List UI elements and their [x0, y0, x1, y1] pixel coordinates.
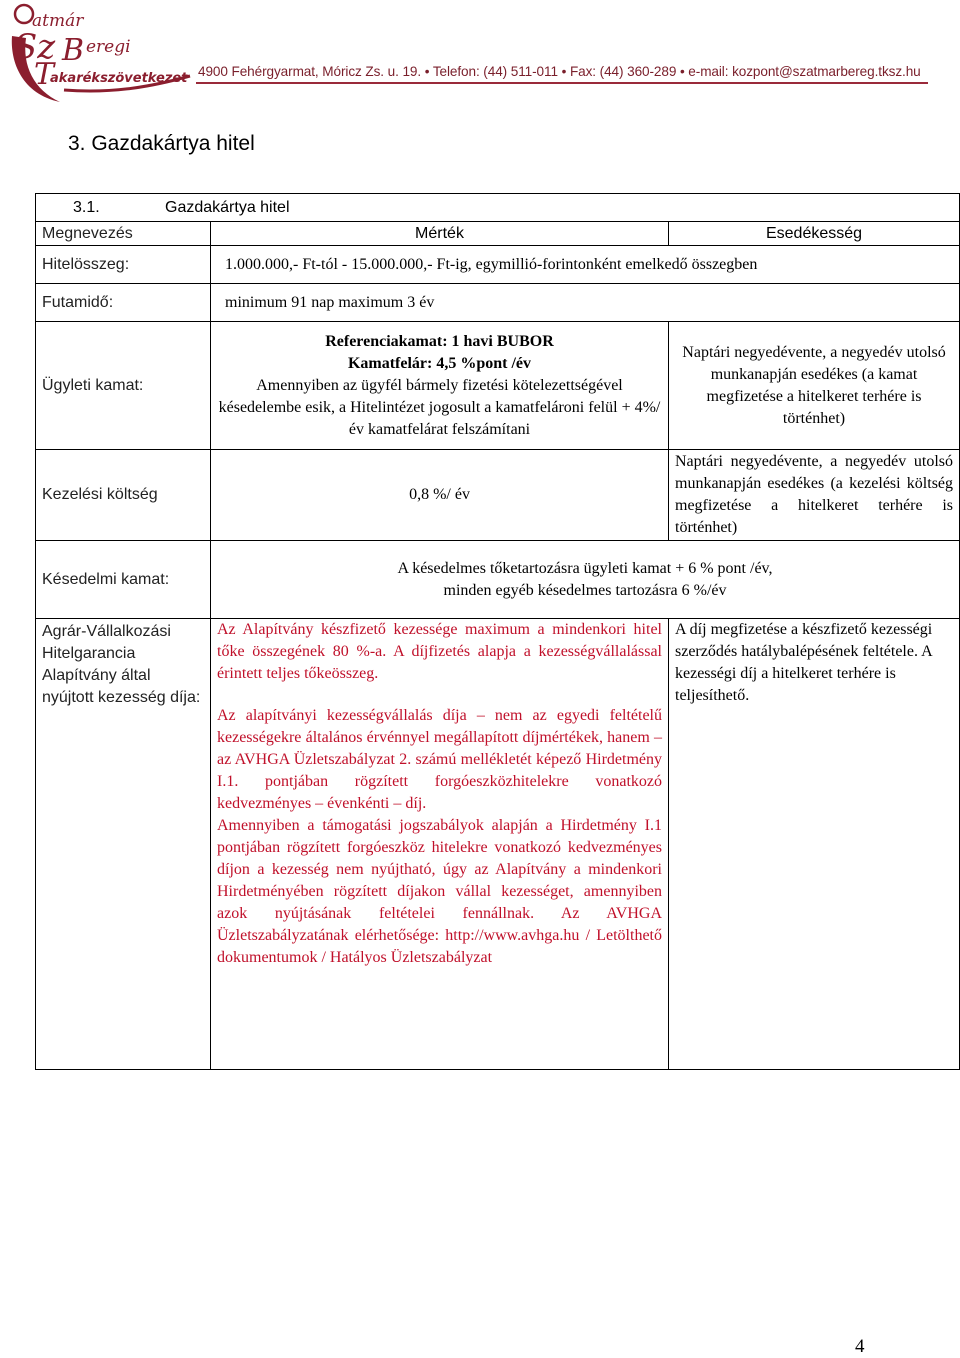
letterhead-rule	[196, 82, 928, 84]
row-label-default-interest: Késedelmi kamat:	[36, 541, 211, 619]
table-row	[36, 322, 960, 450]
row-label-loan-amount: Hitelösszeg:	[36, 246, 211, 284]
table-row	[36, 450, 960, 541]
svg-text:Sz: Sz	[14, 27, 56, 67]
header-measure-label: Mérték	[415, 224, 464, 242]
reference-rate: Referenciakamat: 1 havi BUBOR	[325, 332, 554, 350]
guarantee-para-3: Amennyiben a támogatási jogszabályok alapján a Hirdetmény I.1 pontjában rögzített forgóeszköz hitelekre vonatkozó kedvezményes díjon a kezesség nem nyújtható, úgy az Alapítvány a mindenkori Hirdetményében rögzített díjakon vállal kezességet, amennyiben azok nyújtásának feltételei fennállnak. Az AVHGA Üzletszabályzatának elérhetősége: http://www.avhga.hu / Letölthető dokumentumok / Hatályos Üzletszabályzat	[217, 817, 662, 966]
subsection-number: 3.1.	[73, 198, 100, 216]
svg-text:B: B	[62, 33, 85, 68]
row-label-handling-fee: Kezelési költség	[36, 450, 211, 541]
interest-due: Naptári negyedévente, a negyedév utolsó munkanapján esedékes (a kamat megfizetése a hitelkeret terhére is történhet)	[669, 322, 960, 450]
header-name: Megnevezés	[36, 222, 211, 246]
handling-fee-due: Naptári negyedévente, a negyedév utolsó munkanapján esedékes (a kezelési költség megfizetése a hitelkeret terhére is történhet)	[669, 450, 960, 541]
table-title-row	[36, 194, 960, 222]
row-label-interest: Ügyleti kamat:	[36, 322, 211, 450]
row-label-guarantee: Agrár-Vállalkozási Hitelgarancia Alapítvány által nyújtott kezesség díja:	[36, 619, 211, 1070]
table-row	[36, 284, 960, 322]
svg-text:atmár: atmár	[32, 11, 84, 31]
row-value-term: minimum 91 nap maximum 3 év	[211, 284, 960, 322]
guarantee-para-1: Az Alapítvány készfizető kezessége maximum a mindenkori hitel tőke összegének 80 %-a. A díjfizetés alapja a kezességvállalással érintett teljes tőkeösszeg.	[217, 621, 662, 682]
default-interest-line2: minden egyéb késedelmes tartozásra 6 %/év	[443, 581, 727, 599]
guarantee-para-2: Az alapítványi kezességvállalás díja – nem az egyedi feltételű kezességekre általános érvénnyel megállapított díjmértékek, hanem – az AVHGA Üzletszabályzat 2. számú mellékletét képező Hirdetmény I.1. pontjában rögzített forgóeszközhitelekre vonatkozó kedvezményes – évenkénti – díj.	[217, 707, 662, 812]
svg-text:eregi: eregi	[86, 37, 131, 57]
interest-note: Amennyiben az ügyfél bármely fizetési kötelezettségével késedelembe esik, a Hitelintézet jogosult a kamatfelároni felül + 4%/év kamatfelárat felszámítani	[218, 376, 661, 438]
row-label-term: Futamidő:	[36, 284, 211, 322]
row-value-loan-amount: 1.000.000,- Ft-tól - 15.000.000,- Ft-ig, egymillió-forintonként emelkedő összegben	[211, 246, 960, 284]
table-row	[36, 619, 960, 1070]
table-header-row	[36, 222, 960, 246]
page-number: 4	[855, 1336, 865, 1357]
subsection-heading	[36, 194, 960, 222]
header-due: Esedékesség	[669, 222, 960, 246]
guarantee-cell	[211, 619, 669, 1070]
svg-text:T: T	[34, 57, 55, 92]
letterhead	[0, 0, 960, 110]
interest-margin: Kamatfelár: 4,5 %pont /év	[347, 354, 532, 372]
table-row	[36, 246, 960, 284]
guarantee-due: A díj megfizetése a készfizető kezességi szerződés hatálybalépésének feltétele. A kezességi díj a hitelkeret terhére is teljesíthető.	[669, 619, 960, 1070]
company-logo	[4, 2, 196, 106]
loan-terms-table	[35, 193, 960, 1070]
handling-fee-value: 0,8 %/ év	[211, 450, 669, 541]
table-row	[36, 541, 960, 619]
default-interest-cell	[211, 541, 960, 619]
contact-line: 4900 Fehérgyarmat, Móricz Zs. u. 19. • Telefon: (44) 511-011 • Fax: (44) 360-289 • e-mail: kozpont@szatmarbereg.tksz.hu	[198, 64, 921, 79]
interest-cell	[211, 322, 669, 450]
section-title: 3. Gazdakártya hitel	[68, 132, 255, 155]
svg-text:akarékszövetkezet: akarékszövetkezet	[50, 71, 188, 86]
default-interest-line1: A késedelmes tőketartozásra ügyleti kamat + 6 % pont /év,	[397, 559, 773, 577]
header-measure	[211, 222, 669, 246]
subsection-title: Gazdakártya hitel	[165, 198, 290, 216]
